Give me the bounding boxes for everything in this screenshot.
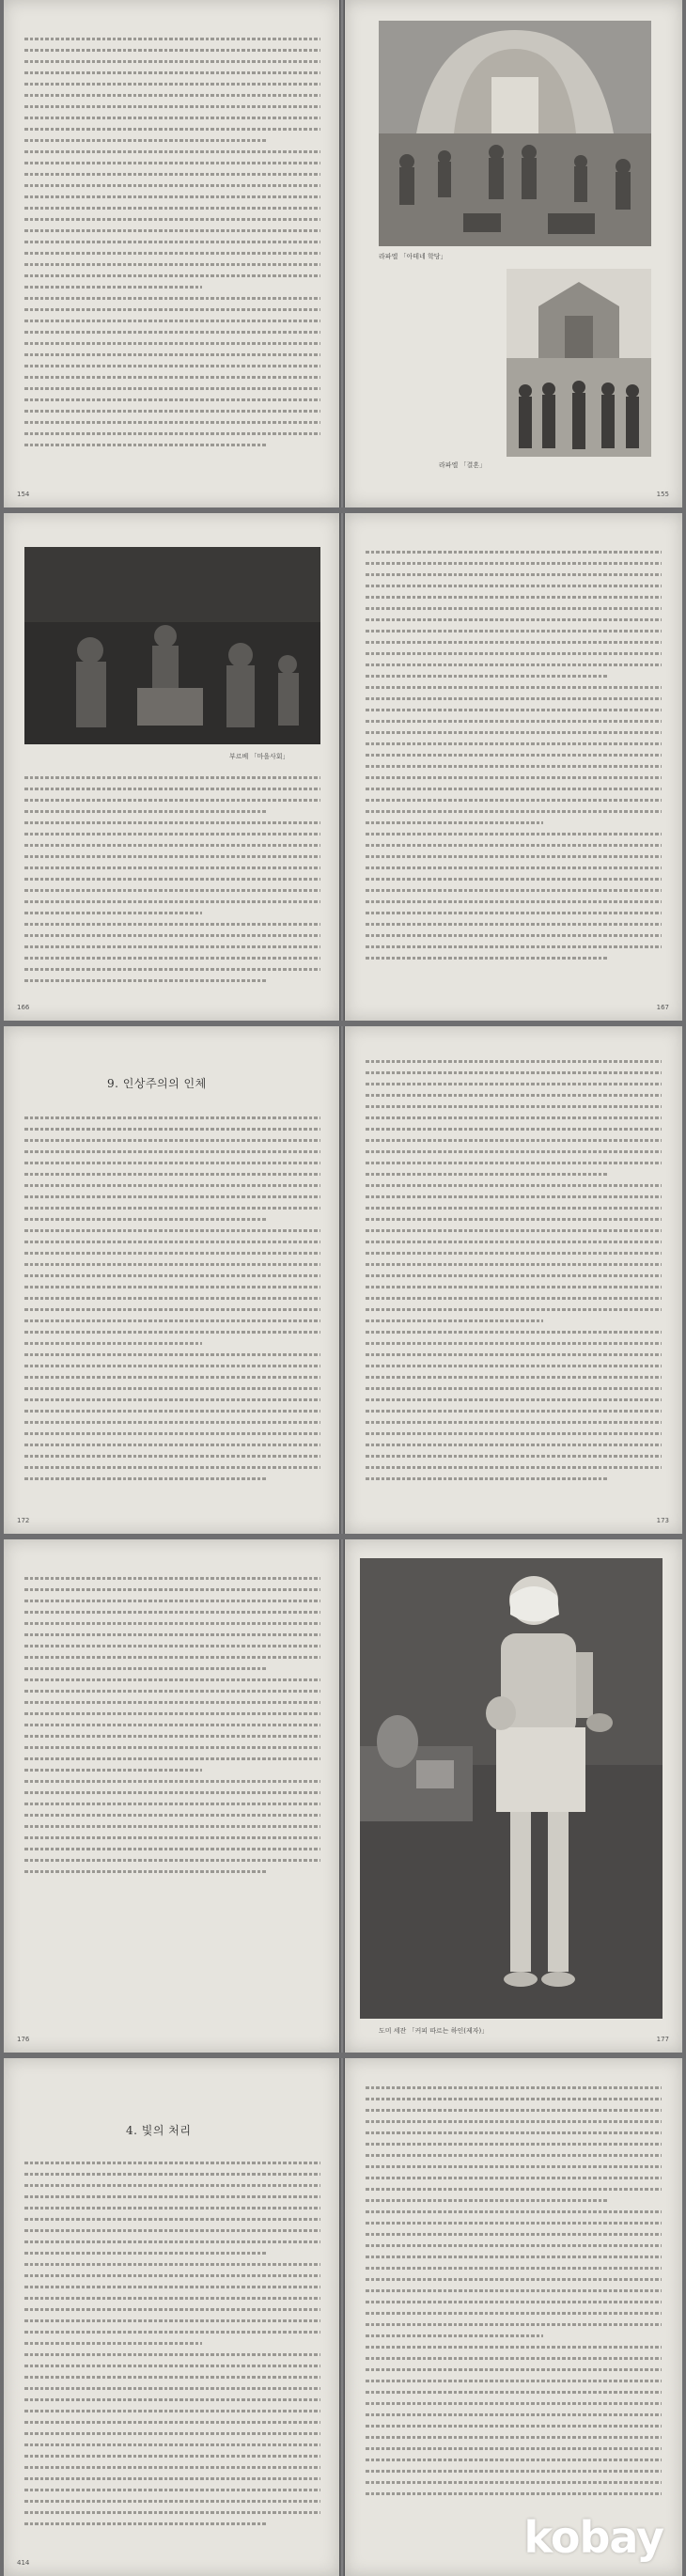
spread-1-left-page bbox=[4, 0, 339, 507]
spread-2 bbox=[0, 513, 686, 1021]
body-text bbox=[366, 2086, 662, 2504]
spread-5-left-page bbox=[4, 2058, 339, 2576]
spread-3-right-page bbox=[345, 1026, 682, 1534]
page-number: 172 bbox=[17, 1517, 30, 1524]
body-text bbox=[24, 2162, 320, 2534]
spread-5 bbox=[0, 2058, 686, 2576]
spread-1 bbox=[0, 0, 686, 507]
body-text bbox=[24, 776, 320, 991]
spread-1-right-page bbox=[345, 0, 682, 507]
school-of-athens-photo bbox=[379, 21, 651, 246]
page-number: 166 bbox=[17, 1004, 30, 1011]
body-text bbox=[24, 1116, 320, 1489]
spread-4-left-page bbox=[4, 1539, 339, 2053]
page-number: 154 bbox=[17, 491, 30, 498]
spread-3 bbox=[0, 1026, 686, 1534]
page-number: 176 bbox=[17, 2036, 30, 2043]
page-number: 155 bbox=[656, 491, 669, 498]
spread-4-right-page bbox=[345, 1539, 682, 2053]
body-text bbox=[366, 551, 662, 968]
spread-2-right-page bbox=[345, 513, 682, 1021]
page-number: 173 bbox=[656, 1517, 669, 1524]
page-number: 167 bbox=[656, 1004, 669, 1011]
spread-3-left-page bbox=[4, 1026, 339, 1534]
body-text bbox=[366, 1060, 662, 1489]
photo-caption: 라파엘 「아테네 학당」 bbox=[379, 253, 447, 260]
chapter-title: 4. 빛의 처리 bbox=[126, 2124, 192, 2137]
kobay-watermark: kobay bbox=[523, 2512, 663, 2563]
photo-caption: 부르베 「마을사회」 bbox=[229, 753, 289, 760]
spread-4 bbox=[0, 1539, 686, 2053]
spread-5-right-page bbox=[345, 2058, 682, 2576]
page-number: 414 bbox=[17, 2559, 30, 2567]
spread-2-left-page bbox=[4, 513, 339, 1021]
body-text bbox=[24, 38, 320, 455]
marriage-of-virgin-photo bbox=[507, 269, 651, 457]
servant-pouring-coffee-photo bbox=[360, 1558, 663, 2019]
chapter-title: 9. 인상주의의 인체 bbox=[107, 1077, 207, 1090]
gustave-courbet-painting-photo bbox=[24, 547, 320, 744]
page-number: 177 bbox=[656, 2036, 669, 2043]
photo-caption: 도미 세잔 「커피 따르는 하인(제자)」 bbox=[379, 2027, 489, 2035]
photo-caption: 라파엘 「결혼」 bbox=[439, 461, 487, 469]
body-text bbox=[24, 1577, 320, 1881]
